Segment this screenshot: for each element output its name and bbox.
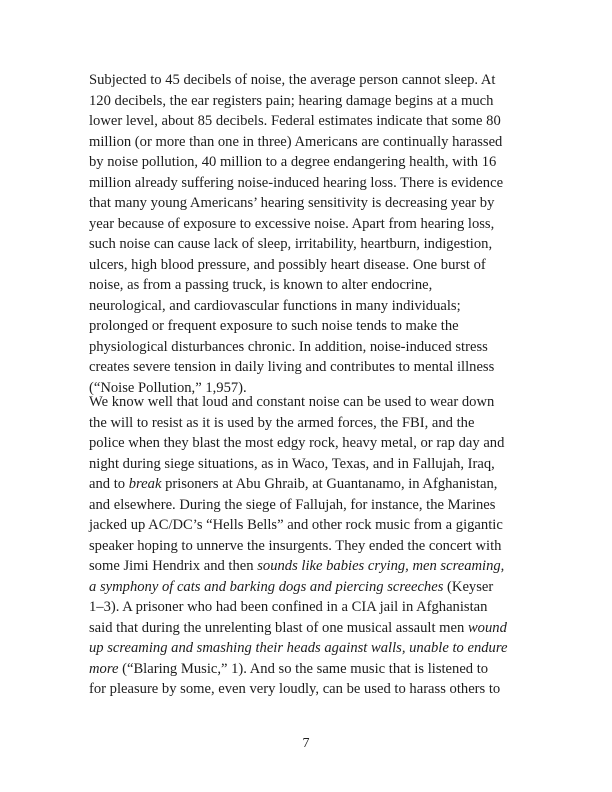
text-run: 1–3). A prisoner who had been confined in a CIA jail in Afghanistan	[89, 599, 488, 615]
text-line	[89, 193, 549, 214]
text-line	[89, 173, 549, 194]
text-run: some Jimi Hendrix and then	[89, 558, 258, 574]
italic-run: a symphony of cats and barking dogs and piercing screeches	[89, 578, 444, 595]
text-line	[89, 454, 549, 475]
text-line	[89, 316, 549, 337]
text-line	[89, 413, 549, 434]
text-line	[89, 392, 549, 413]
text-run: speaker hoping to unnerve the insurgents. They ended the concert with	[89, 537, 502, 554]
text-run: such noise can cause lack of sleep, irritability, heartburn, indigestion,	[89, 236, 493, 252]
text-run: year because of exposure to excessive noise. Apart from hearing loss,	[89, 215, 495, 232]
text-run: police when they blast the most edgy rock, heavy metal, or rap day and	[89, 435, 505, 451]
text-run: prisoners at Abu Ghraib, at Guantanamo, in Afghanistan,	[161, 476, 498, 492]
text-run: 120 decibels, the ear registers pain; hearing damage begins at a much	[89, 92, 494, 109]
text-run: million already suffering noise-induced hearing loss. There is evidence	[89, 174, 504, 191]
text-line	[89, 275, 549, 296]
text-line	[89, 91, 549, 112]
text-line	[89, 337, 549, 358]
text-run: night during siege situations, as in Waco, Texas, and in Fallujah, Iraq,	[89, 455, 495, 472]
text-run: the will to resist as it is used by the armed forces, the FBI, and the	[89, 414, 475, 431]
text-run: ulcers, high blood pressure, and possibly heart disease. One burst of	[89, 256, 486, 273]
italic-run: up screaming and smashing their heads against walls, unable to endure	[89, 640, 508, 656]
text-run: noise, as from a passing truck, is known to alter endocrine,	[89, 277, 433, 293]
text-line	[89, 214, 549, 235]
body-paragraph-1	[89, 70, 549, 398]
text-run: physiological disturbances chronic. In addition, noise-induced stress	[89, 338, 488, 355]
text-run: for pleasure by some, even very loudly, can be used to harass others to	[89, 681, 501, 697]
text-line	[89, 556, 549, 577]
text-run: and to	[89, 476, 129, 492]
text-run: We know well that loud and constant noise can be used to wear down	[89, 394, 495, 410]
text-line	[89, 296, 549, 317]
text-run: Subjected to 45 decibels of noise, the average person cannot sleep. At	[89, 72, 496, 88]
text-line	[89, 597, 549, 618]
text-line	[89, 132, 549, 153]
text-line	[89, 152, 549, 173]
text-line	[89, 679, 549, 700]
italic-run: sounds like babies crying, men screaming,	[257, 558, 505, 574]
text-line	[89, 638, 549, 659]
text-run: (Keyser	[443, 578, 494, 595]
text-run: neurological, and cardiovascular functions in many individuals;	[89, 297, 461, 314]
text-run: million (or more than one in three) Americans are continually harassed	[89, 133, 503, 150]
body-paragraph-2	[89, 392, 549, 700]
text-line	[89, 474, 549, 495]
text-line	[89, 433, 549, 454]
text-line	[89, 515, 549, 536]
text-line	[89, 495, 549, 516]
italic-run: more	[89, 660, 119, 677]
text-run: (“Noise Pollution,” 1,957).	[89, 379, 247, 396]
text-run: lower level, about 85 decibels. Federal estimates indicate that some 80	[89, 113, 501, 129]
text-line	[89, 70, 549, 91]
text-run: and elsewhere. During the siege of Fallujah, for instance, the Marines	[89, 496, 496, 513]
text-line	[89, 618, 549, 639]
text-line	[89, 234, 549, 255]
italic-run: wound	[467, 619, 507, 636]
text-run: by noise pollution, 40 million to a degree endangering health, with 16	[89, 154, 497, 170]
italic-run: break	[128, 476, 162, 492]
text-run: that many young Americans’ hearing sensitivity is decreasing year by	[89, 195, 495, 211]
text-run: said that during the unrelenting blast of one musical assault men	[89, 619, 468, 636]
text-run: jacked up AC/DC’s “Hells Bells” and other rock music from a gigantic	[89, 517, 503, 533]
text-run: creates severe tension in daily living and contributes to mental illness	[89, 359, 495, 375]
text-line	[89, 357, 549, 378]
text-line	[89, 659, 549, 680]
text-run: prolonged or frequent exposure to such noise tends to make the	[89, 318, 459, 334]
text-line	[89, 577, 549, 598]
text-line	[89, 255, 549, 276]
text-line	[89, 111, 549, 132]
text-line	[89, 536, 549, 557]
text-run: (“Blaring Music,” 1). And so the same music that is listened to	[118, 660, 489, 677]
page-number: 7	[302, 736, 310, 751]
